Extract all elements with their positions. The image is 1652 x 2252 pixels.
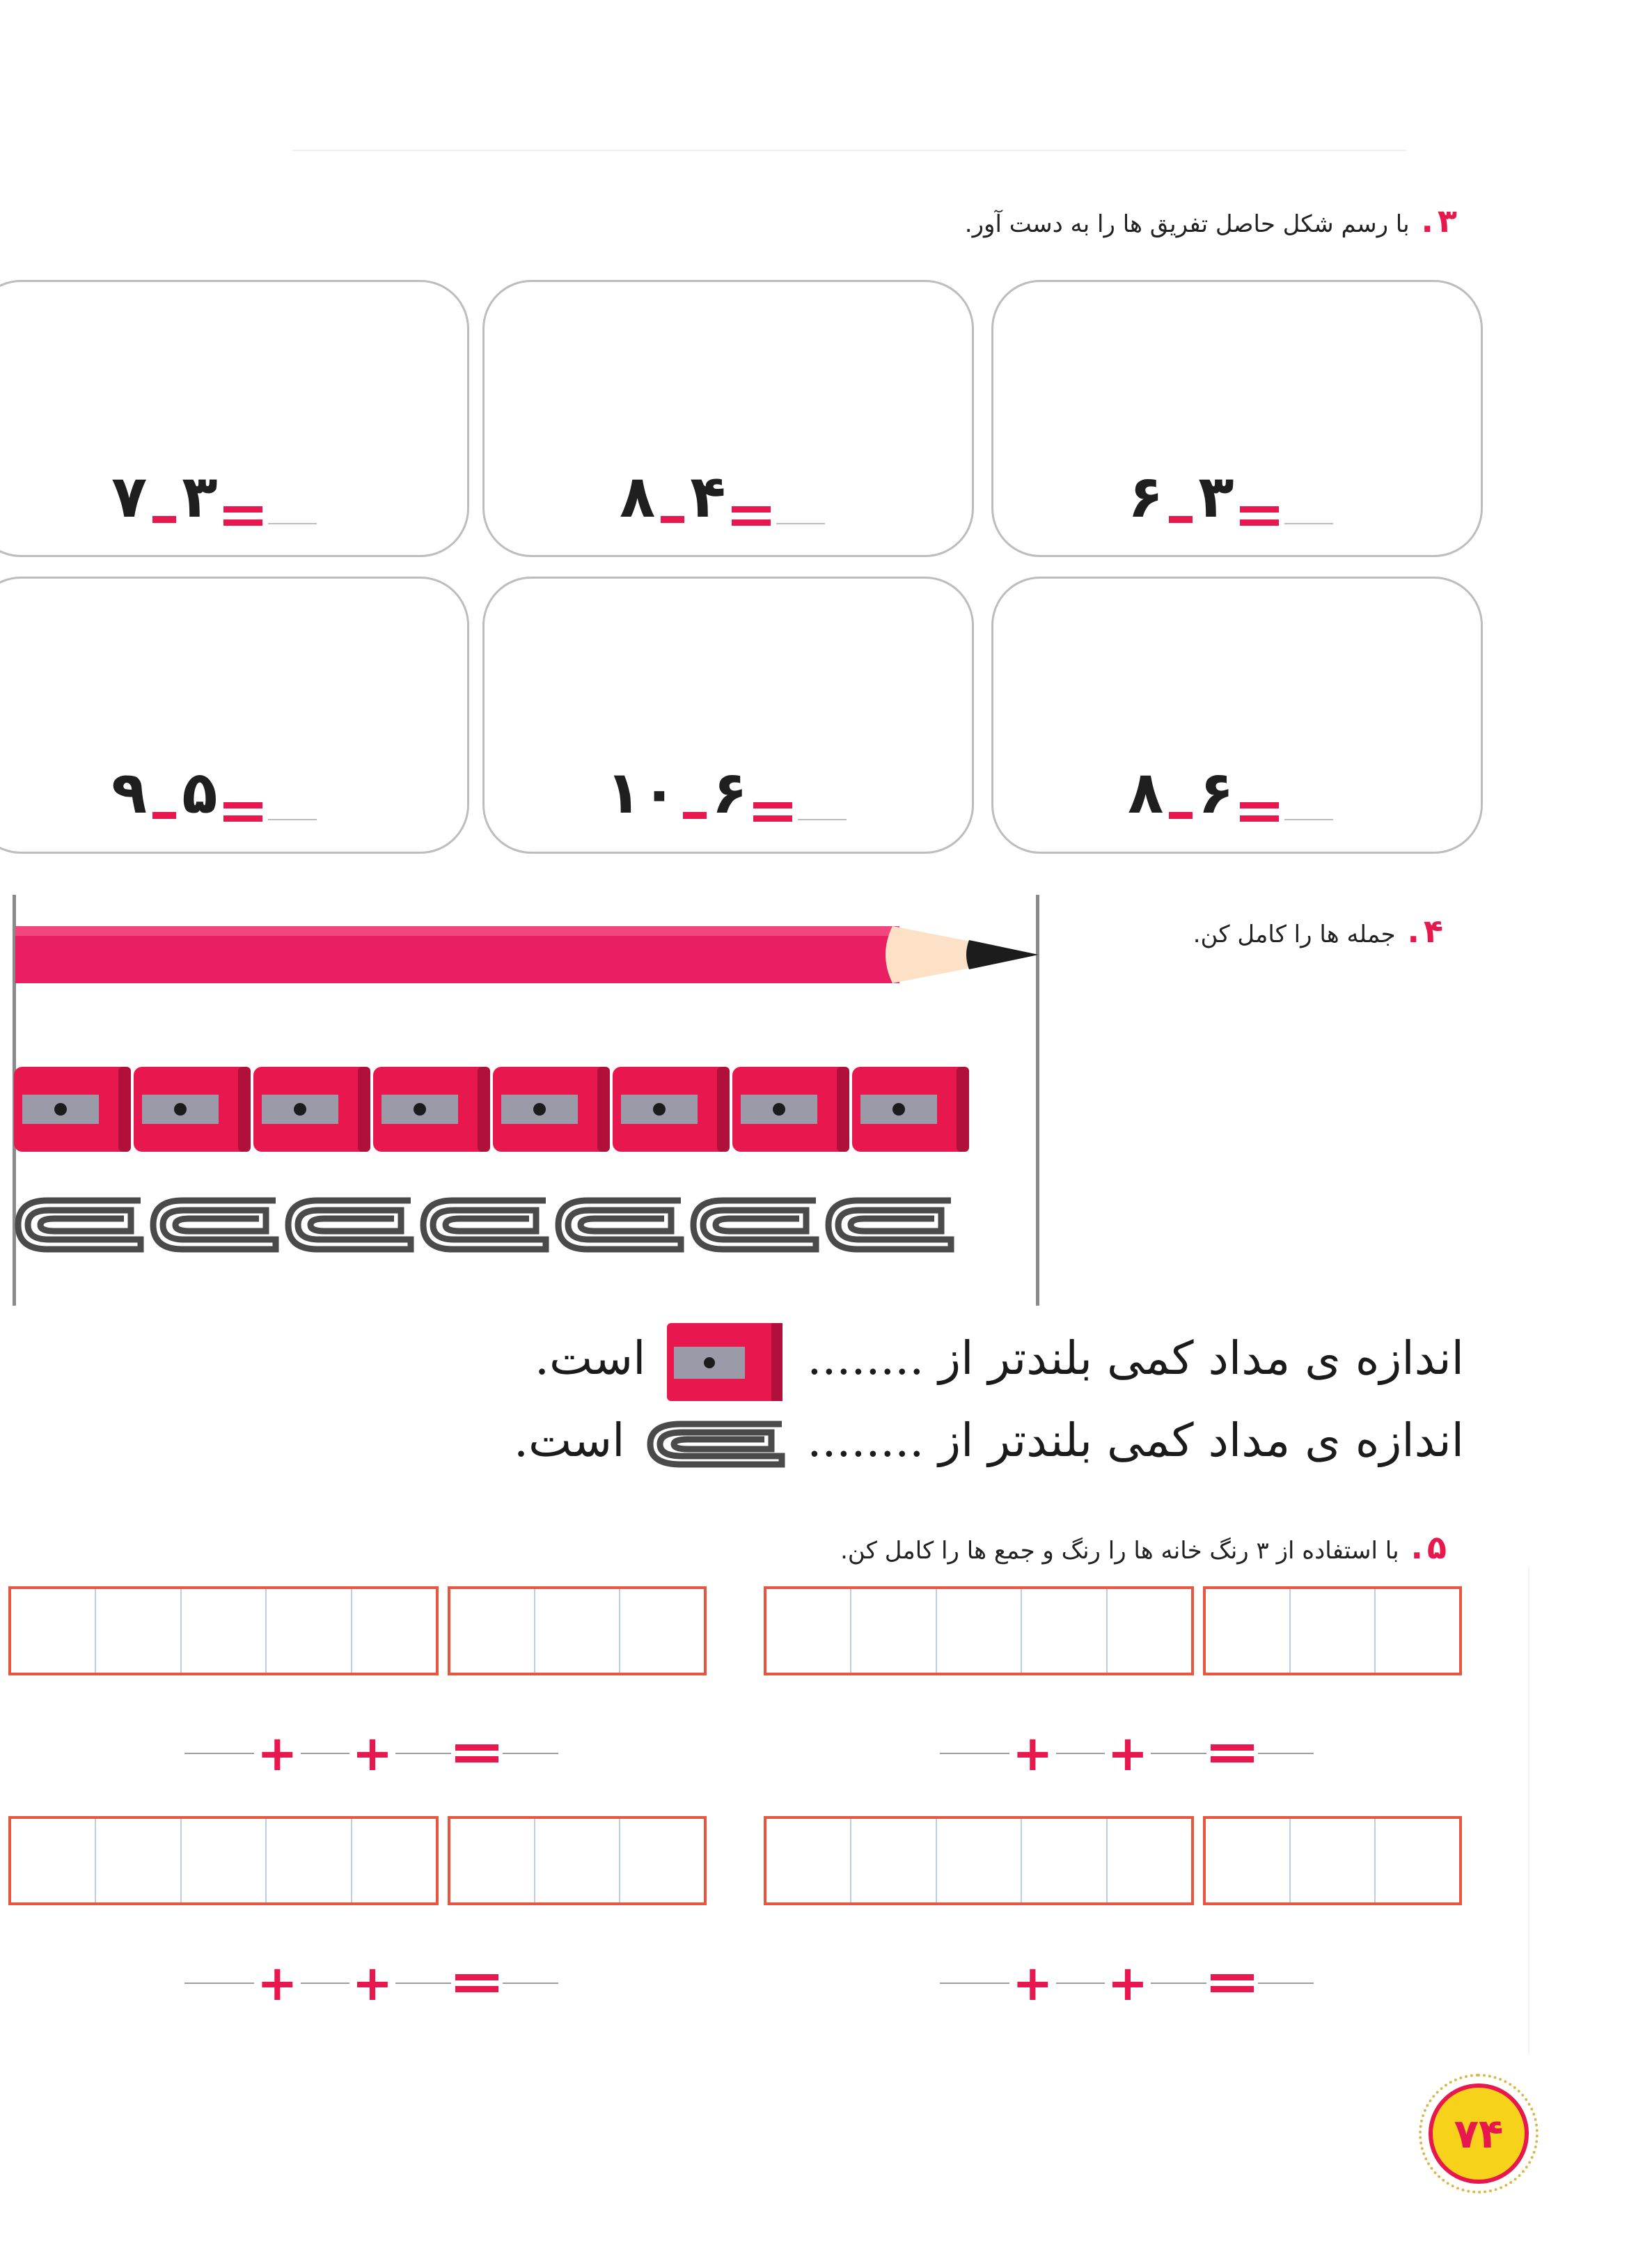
sharpener-icon (613, 1067, 730, 1152)
blank-line[interactable] (184, 1983, 254, 1984)
answer-line[interactable] (798, 819, 847, 820)
paperclip-icon (558, 1201, 681, 1249)
sharpener-icon (732, 1067, 849, 1152)
blank-line[interactable] (1151, 1753, 1206, 1754)
equals-sign (455, 1739, 498, 1768)
color-grid-3[interactable] (1203, 1816, 1462, 1905)
page-number-circle (1429, 2083, 1529, 2184)
sharpener-icon (134, 1067, 251, 1152)
blank-line[interactable] (1258, 1983, 1314, 1984)
answer-line[interactable] (268, 523, 317, 524)
sharpener-icon (667, 1323, 785, 1401)
equals-sign (223, 795, 262, 822)
blank-line[interactable] (301, 1983, 349, 1984)
equals-sign (732, 499, 771, 526)
minus-sign (1169, 812, 1193, 819)
sharpener-icon (852, 1067, 969, 1152)
blank-line[interactable] (503, 1753, 558, 1754)
sentence-2 (514, 1414, 1464, 1471)
answer-line[interactable] (1284, 819, 1333, 820)
sentence-2-text: اندازه ی مداد کمی بلندتر از ........ (807, 1414, 1464, 1467)
addition-sentence: + + (184, 1962, 558, 2004)
sentence-1-end: است. (535, 1331, 646, 1385)
equals-sign (223, 499, 262, 526)
sentence-2-end: است. (514, 1414, 625, 1467)
paperclip-row (14, 1192, 982, 1258)
blank-line[interactable] (184, 1753, 254, 1754)
sharpener-icon (253, 1067, 370, 1152)
blank-line[interactable] (1056, 1753, 1105, 1754)
minus-sign (152, 812, 176, 819)
answer-line[interactable] (268, 819, 317, 820)
exercise-5-heading: ۵. با استفاده از ۳ رنگ خانه ها را رنگ و جمع ها را کامل کن. (840, 1528, 1447, 1566)
minus-sign (152, 516, 176, 523)
blank-line[interactable] (1056, 1983, 1105, 1984)
blank-line[interactable] (1151, 1983, 1206, 1984)
subtraction-problem: ۸ ۶ (1128, 759, 1333, 822)
color-grid-3[interactable] (448, 1816, 707, 1905)
color-grid-5[interactable] (8, 1816, 439, 1905)
minus-sign (683, 812, 707, 819)
top-rule (292, 150, 1406, 151)
color-grid-5[interactable] (764, 1816, 1194, 1905)
exercise-3-instruction: با رسم شکل حاصل تفریق ها را به دست آور. (964, 210, 1410, 238)
blank-line[interactable] (395, 1983, 451, 1984)
color-grid-3[interactable] (1203, 1586, 1462, 1675)
sentence-1 (535, 1323, 1464, 1401)
blank-line[interactable] (940, 1983, 1009, 1984)
exercise-4-number: ۴ (1423, 912, 1443, 950)
pencil-image (15, 918, 1046, 994)
paperclip-icon (423, 1201, 546, 1249)
color-grid-5[interactable] (764, 1586, 1194, 1675)
addition-sentence: + + (184, 1733, 558, 1774)
paperclip-icon (828, 1201, 951, 1249)
blank-line[interactable] (301, 1753, 349, 1754)
exercise-4-instruction: جمله ها را کامل کن. (1193, 921, 1396, 948)
paperclip-icon (153, 1201, 276, 1249)
subtraction-problem: ۱۰ ۶ (606, 759, 847, 822)
page-number-badge (1419, 2074, 1539, 2194)
equals-sign (753, 795, 792, 822)
subtraction-problem: ۶ ۳ (1128, 463, 1333, 526)
subtraction-problem: ۷ ۳ (111, 463, 317, 526)
paperclip-icon (693, 1201, 816, 1249)
page-number: ۷۴ (1454, 2110, 1504, 2157)
blank-line[interactable] (395, 1753, 451, 1754)
blank-line[interactable] (940, 1753, 1009, 1754)
equals-sign (1240, 499, 1279, 526)
exercise-5-number: ۵ (1426, 1528, 1447, 1566)
blank-line[interactable] (503, 1983, 558, 1984)
blank-line[interactable] (1258, 1753, 1314, 1754)
answer-line[interactable] (1284, 523, 1333, 524)
answer-line[interactable] (776, 523, 825, 524)
sharpener-row (14, 1067, 982, 1152)
exercise-3-heading: ۳. با رسم شکل حاصل تفریق ها را به دست آور. (964, 202, 1457, 240)
color-grid-3[interactable] (448, 1586, 707, 1675)
exercise-3-number: ۳ (1437, 202, 1457, 240)
equals-sign (1211, 1969, 1254, 1998)
margin-line (1528, 1567, 1529, 2054)
color-grid-5[interactable] (8, 1586, 439, 1675)
equals-sign (1240, 795, 1279, 822)
addition-sentence: + + (940, 1962, 1314, 2004)
sharpener-icon (373, 1067, 490, 1152)
exercise-5-instruction: با استفاده از ۳ رنگ خانه ها را رنگ و جمع ها را کامل کن. (840, 1537, 1399, 1565)
exercise-4-heading: ۴. جمله ها را کامل کن. (1193, 912, 1443, 950)
sharpener-icon (493, 1067, 610, 1152)
sentence-1-text: اندازه ی مداد کمی بلندتر از ........ (807, 1331, 1464, 1385)
sharpener-icon (14, 1067, 131, 1152)
addition-sentence: + + (940, 1733, 1314, 1774)
subtraction-problem: ۸ ۴ (620, 463, 825, 526)
equals-sign (1211, 1739, 1254, 1768)
equals-sign (455, 1969, 498, 1998)
paperclip-icon (646, 1417, 785, 1471)
paperclip-icon (288, 1201, 411, 1249)
paperclip-icon (18, 1201, 141, 1249)
subtraction-problem: ۹ ۵ (111, 759, 317, 822)
minus-sign (661, 516, 684, 523)
minus-sign (1169, 516, 1193, 523)
